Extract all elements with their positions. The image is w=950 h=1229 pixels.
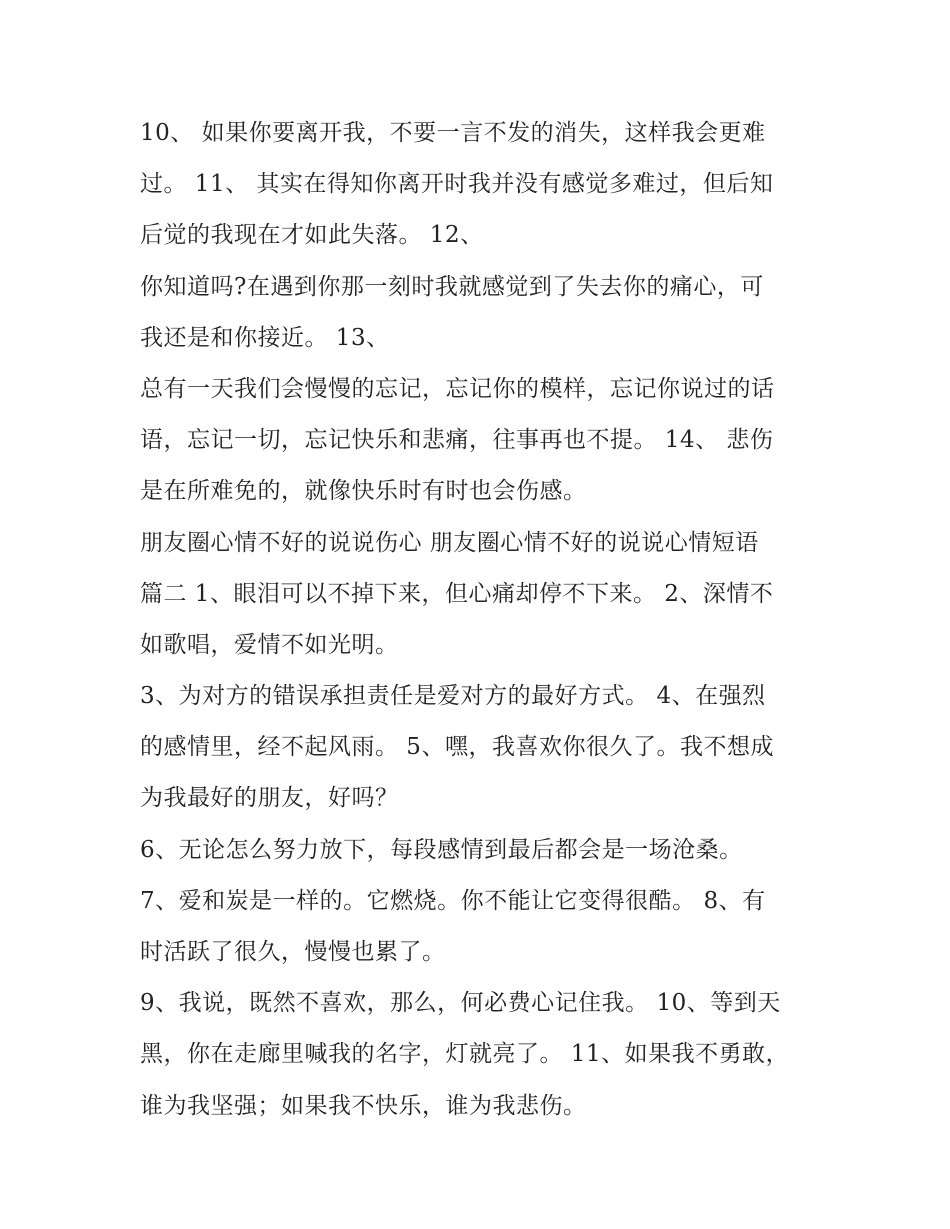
text-line: 7、爱和炭是一样的。它燃烧。你不能让它变得很酷。 8、有 xyxy=(140,887,766,914)
text-line: 总有一天我们会慢慢的忘记，忘记你的模样，忘记你说过的话 xyxy=(140,375,775,402)
text-line: 篇二 1、眼泪可以不掉下来，但心痛却停不下来。 2、深情不 xyxy=(140,580,774,607)
text-line: 你知道吗?在遇到你那一刻时我就感觉到了失去你的痛心，可 xyxy=(140,273,764,300)
text-line: 朋友圈心情不好的说说伤心 朋友圈心情不好的说说心情短语 xyxy=(140,529,759,556)
text-line: 为我最好的朋友，好吗？ xyxy=(140,785,399,812)
text-line: 是在所难免的，就像快乐时有时也会伤感。 xyxy=(140,478,587,505)
text-line: 语，忘记一切，忘记快乐和悲痛，往事再也不提。 14、 悲伤 xyxy=(140,427,774,454)
text-line: 谁为我坚强；如果我不快乐，谁为我悲伤。 xyxy=(140,1092,587,1119)
text-line: 如歌唱，爱情不如光明。 xyxy=(140,631,399,658)
text-line: 的感情里，经不起风雨。 5、嘿，我喜欢你很久了。我不想成 xyxy=(140,734,774,761)
text-line: 3、为对方的错误承担责任是爱对方的最好方式。 4、在强烈 xyxy=(140,683,766,710)
text-line: 过。 11、 其实在得知你离开时我并没有感觉多难过，但后知 xyxy=(140,171,774,198)
text-line: 后觉的我现在才如此失落。 12、 xyxy=(140,222,484,249)
text-line: 6、无论怎么努力放下，每段感情到最后都会是一场沧桑。 xyxy=(140,836,743,863)
document-body xyxy=(140,108,830,1132)
text-line: 黑，你在走廊里喊我的名字，灯就亮了。 11、如果我不勇敢， xyxy=(140,1041,790,1068)
text-line: 10、 如果你要离开我，不要一言不发的消失，这样我会更难 xyxy=(140,120,766,146)
text-line: 我还是和你接近。 13、 xyxy=(140,324,390,351)
text-line: 时活跃了很久，慢慢也累了。 xyxy=(140,939,446,965)
text-line: 9、我说，既然不喜欢，那么，何必费心记住我。 10、等到天 xyxy=(140,990,781,1017)
